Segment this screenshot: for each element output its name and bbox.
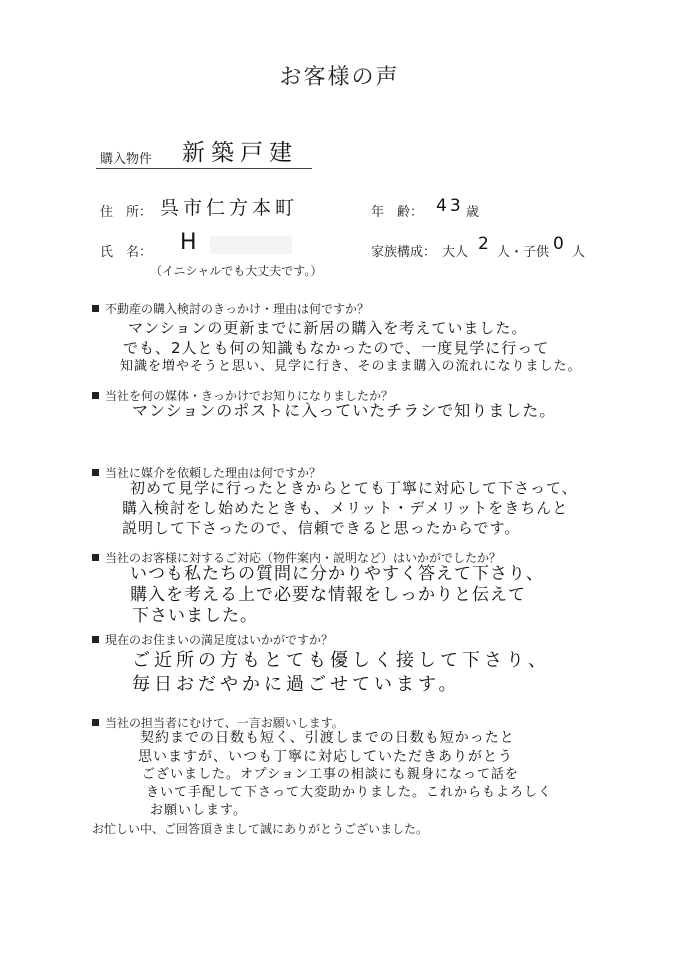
name-note: （イニシャルでも大丈夫です。） (150, 264, 323, 278)
question-6: 当社の担当者にむけて、一言お願いします。 (92, 714, 344, 731)
answer-2-line-1: マンションのポストに入っていたチラシで知りました。 (132, 401, 557, 420)
answer-5-line-1: ご近所の方もとても優しく接して下さり、 (132, 650, 550, 671)
family-adults-unit: 人・子供 (497, 245, 550, 260)
answer-1-line-3: 知識を増やそうと思い、見学に行き、そのまま購入の流れになりました。 (120, 359, 582, 374)
answer-4-line-1: いつも私たちの質問に分かりやすく答えて下さり、 (130, 564, 544, 584)
question-2: 当社を何の媒体・きっかけでお知りになりましたか？ (92, 387, 393, 404)
name-value: H (180, 230, 200, 255)
bullet-square-icon (92, 719, 99, 726)
age-unit: 歳 (466, 205, 480, 220)
name-redaction (210, 236, 292, 254)
answer-6-line-5: お願いします。 (150, 803, 247, 818)
family-children-value: 0 (553, 234, 567, 254)
question-5: 現在のお住まいの満足度はいかがですか？ (92, 631, 333, 648)
family-children-unit: 人 (572, 245, 586, 260)
answer-1-line-2: でも、2人とも何の知識もなかったので、一度見学に行って (123, 339, 550, 357)
property-value: 新築戸建 (182, 140, 298, 166)
question-1: 不動産の購入検討のきっかけ・理由は何ですか？ (92, 300, 369, 317)
answer-6-line-3: ございました。オプション工事の相談にも親身になって話を (142, 767, 519, 782)
answer-6-line-1: 契約までの日数も短く、引渡しまでの日数も短かったと (140, 730, 515, 746)
bullet-square-icon (92, 469, 99, 476)
bullet-square-icon (92, 554, 99, 561)
property-label: 購入物件 (100, 152, 153, 167)
bullet-square-icon (92, 305, 99, 312)
answer-4-line-2: 購入を考える上で必要な情報をしっかりと伝えて (130, 585, 526, 605)
age-value: 43 (436, 196, 464, 216)
answer-3-line-3: 説明して下さったので、信頼できると思ったからです。 (122, 519, 521, 537)
family-label: 家族構成： (371, 245, 437, 260)
answer-5-line-2: 毎日おだやかに過ごせています。 (132, 674, 461, 695)
bullet-square-icon (92, 636, 99, 643)
age-label: 年 齢： (371, 205, 424, 220)
bullet-square-icon (92, 392, 99, 399)
answer-6-line-2: 思いますが、いつも丁寧に対応していただきありがとう (138, 749, 513, 765)
answer-3-line-1: 初めて見学に行ったときからとても丁寧に対応して下さって、 (130, 479, 578, 497)
page-title: お客様の声 (279, 65, 400, 90)
question-4: 当社のお客様に対するご対応（物件案内・説明など）はいかがでしたか？ (92, 549, 501, 566)
question-3: 当社に媒介を依頼した理由は何ですか？ (92, 464, 321, 481)
answer-6-line-4: きいて手配して下さって大変助かりました。これからもよろしく (146, 785, 553, 800)
family-adults-value: 2 (478, 234, 492, 254)
property-underline (96, 168, 312, 169)
address-label: 住 所： (100, 205, 153, 220)
address-value: 呉市仁方本町 (160, 197, 299, 219)
answer-1-line-1: マンションの更新までに新居の購入を考えていました。 (128, 319, 528, 337)
answer-4-line-3: 下さいました。 (132, 606, 258, 626)
answer-3-line-2: 購入検討をし始めたときも、メリット・デメリットをきちんと (122, 499, 569, 517)
closing-message: お忙しい中、ご回答頂きまして誠にありがとうございました。 (92, 822, 429, 836)
family-adults-label: 大人 (442, 245, 469, 260)
name-label: 氏 名： (100, 245, 153, 260)
